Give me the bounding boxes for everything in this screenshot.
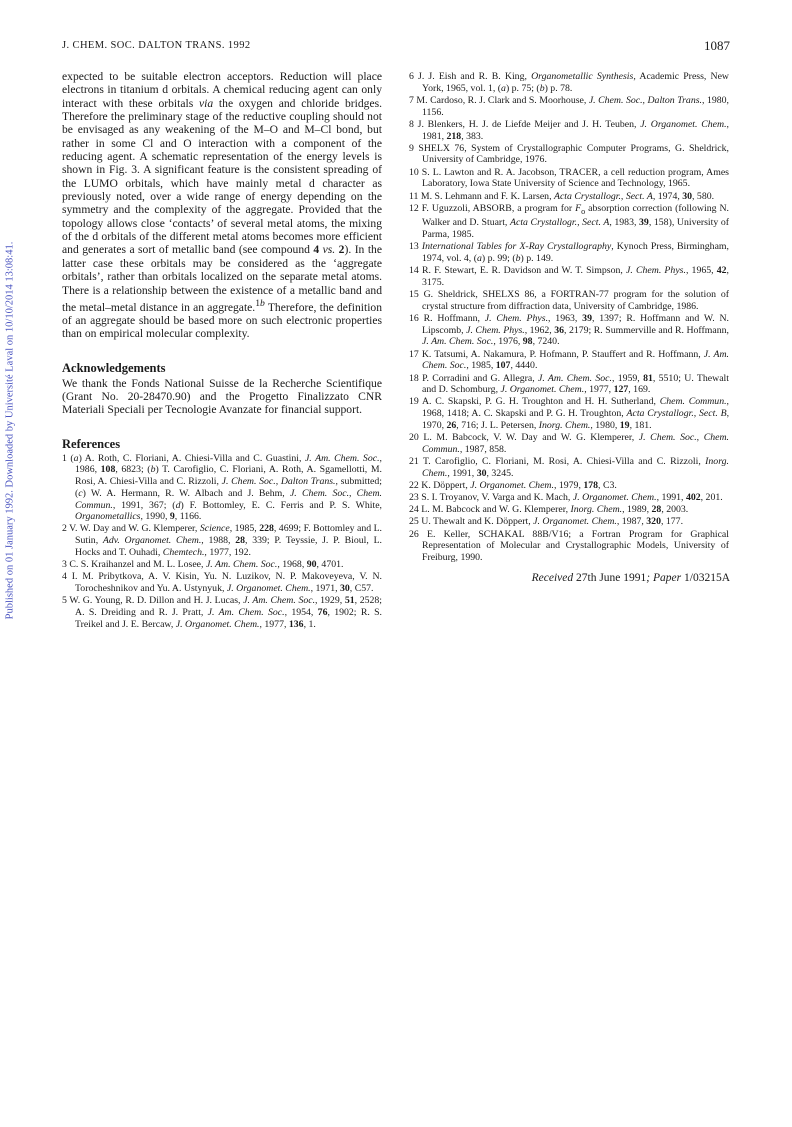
paper-label: Paper [653,572,682,584]
received-line: Received 27th June 1991; Paper 1/03215A [531,572,730,584]
right-column [409,70,729,564]
acknowledgements-text: We thank the Fonds National Suisse de la Recherche Scientifique (Grant No. 20-28470.90) and the Progetto Finalizzato CNR Materiali Speciali per Tecnologie Avanzate for financial support. [62,376,382,417]
reference-item: 6 J. J. Eish and R. B. King, Organometallic Synthesis, Academic Press, New York, 1965, vol. 1, (a) p. 75; (b) p. 78. [409,71,729,94]
reference-list-left [62,453,382,631]
reference-item: 17 K. Tatsumi, A. Nakamura, P. Hofmann, P. Stauffert and R. Hoffmann, J. Am. Chem. Soc., 1985, 107, 4440. [409,348,729,372]
reference-item: 10 S. L. Lawton and R. A. Jacobson, TRACER, a cell reduction program, Ames Laboratory, Iowa State University of Science and Technology, 1965. [409,166,729,190]
left-column [62,70,382,631]
reference-item: 5 W. G. Young, R. D. Dillon and H. J. Lucas, J. Am. Chem. Soc., 1929, 51, 2528; A. S. Dreiding and R. J. Pratt, J. Am. Chem. Soc., 1954, 76, 1902; R. S. Treikel and J. E. Bercaw, J. Organomet. Chem., 1977, 136, 1. [62,595,383,630]
reference-item: 21 T. Carofiglio, C. Floriani, M. Rosi, A. Chiesi-Villa and C. Rizzoli, Inorg. Chem., 1991, 30, 3245. [409,455,729,479]
reference-item: 20 L. M. Babcock, V. W. Day and W. G. Klemperer, J. Chem. Soc., Chem. Commun., 1987, 858. [409,432,729,455]
reference-item: 23 S. I. Troyanov, V. Varga and K. Mach, J. Organomet. Chem., 1991, 402, 201. [409,492,723,504]
reference-item: 24 L. M. Babcock and W. G. Klemperer, Inorg. Chem., 1989, 28, 2003. [409,504,689,516]
reference-item: 18 P. Corradini and G. Allegra, J. Am. Chem. Soc., 1959, 81, 5510; U. Thewalt and D. Schomburg, J. Organomet. Chem., 1977, 127, 169. [409,372,729,396]
reference-item: 7 M. Cardoso, R. J. Clark and S. Moorhouse, J. Chem. Soc., Dalton Trans., 1980, 1156. [409,94,729,118]
reference-item: 11 M. S. Lehmann and F. K. Larsen, Acta Crystallogr., Sect. A, 1974, 30, 580. [409,190,715,202]
reference-item: 16 R. Hoffmann, J. Chem. Phys., 1963, 39, 1397; R. Hoffmann and W. N. Lipscomb, J. Chem. Phys., 1962, 36, 2179; R. Summerville and R. Hoffmann, J. Am. Chem. Soc., 1976, 98, 7240. [409,313,730,348]
reference-item: 8 J. Blenkers, H. J. de Liefde Meijer and J. H. Teuben, J. Organomet. Chem., 1981, 218, 383. [409,118,729,142]
body-paragraph: expected to be suitable electron acceptors. Reduction will place electrons in titanium d orbitals. A chemical reducing agent can only interact with these orbitals via the oxygen and chloride bridges. Therefore the preliminary stage of the reductive coupling should not be envisaged as any weakening of the M–O and M–Cl bond, but rather in some Cl and O interaction with a component of the reducing agent. A schematic representation of the energy levels is shown in Fig. 3. A significant feature is the consistent spreading of the LUMO orbitals, which have mainly metal d character as previously noted, over a wide range of energy depending on the symmetry and the complexity of the aggregate. Provided that the topology allows close ‘contacts’ of several metal atoms, the mixing of the d orbitals of the different metal atoms becomes more efficient and generates a sort of metallic band (see compound 4 vs. 2). In the latter case these orbitals may be considered as the ‘aggregate orbitals’, rather than orbitals localized on the separate metal atoms. There is a relationship between the existence of a metallic band and the metal–metal distance in an aggregate.$^{1b}$ Therefore, the definition of an aggregate should be based more on such electronic properties than on empirical molecular complexity. [62,70,383,341]
reference-item: 14 R. F. Stewart, E. R. Davidson and W. T. Simpson, J. Chem. Phys., 1965, 42, 3175. [409,265,729,288]
journal-title: J. CHEM. SOC. DALTON TRANS. 1992 [62,40,251,51]
page-number: 1087 [704,38,730,53]
paper-id: 1/03215A [684,572,730,584]
reference-item: 4 I. M. Pribytkova, A. V. Kisin, Yu. N. Luzikov, N. P. Makoveyeva, V. N. Torocheshnikov and Yu. A. Ustynyuk, J. Organomet. Chem., 1971, 30, C57. [62,571,382,594]
acknowledgements-heading: Acknowledgements [62,360,166,375]
reference-item: 2 V. W. Day and W. G. Klemperer, Science, 1985, 228, 4699; F. Bottomley and L. Sutin, Adv. Organomet. Chem., 1988, 28, 339; P. Teyssie, J. P. Bioul, L. Hocks and T. Ouhadi, Chemtech., 1977, 192. [62,523,383,558]
reference-item: 26 E. Keller, SCHAKAL 88B/V16; a Fortran Program for Graphical Representation of Molecular and Crystallographic Models, University of Freiburg, 1990. [409,528,729,564]
references-heading: References [62,436,121,451]
running-header [62,40,730,58]
reference-item: 3 C. S. Kraihanzel and M. L. Losee, J. Am. Chem. Soc., 1968, 90, 4701. [62,559,344,571]
received-label: Received [531,572,574,584]
reference-item: 13 International Tables for X-Ray Crystallography, Kynoch Press, Birmingham, 1974, vol. 4, (a) p. 99; (b) p. 149. [409,241,729,264]
reference-item: 9 SHELX 76, System of Crystallographic Computer Programs, G. Sheldrick, University of Cambridge, 1976. [409,142,729,166]
reference-item: 25 U. Thewalt and K. Döppert, J. Organomet. Chem., 1987, 320, 177. [409,516,684,528]
received-date: 27th June 1991 [576,572,647,584]
reference-item: 22 K. Döppert, J. Organomet. Chem., 1979, 178, C3. [409,479,617,491]
reference-item: 1 (a) A. Roth, C. Floriani, A. Chiesi-Villa and C. Guastini, J. Am. Chem. Soc., 1986, 108, 6823; (b) T. Carofiglio, C. Floriani, A. Roth, A. Sgamellotti, M. Rosi, A. Chiesi-Villa and C. Rizzoli, J. Chem. Soc., Dalton Trans., submitted; (c) W. A. Hermann, R. W. Albach and J. Behm, J. Chem. Soc., Chem. Commun., 1991, 367; (d) F. Bottomley, E. C. Ferris and P. S. White, Organometallics, 1990, 9, 1166. [62,452,383,523]
reference-item: 15 G. Sheldrick, SHELXS 86, a FORTRAN-77 program for the solution of crystal structure from diffraction data, University of Cambridge, 1986. [409,289,729,312]
reference-item: 19 A. C. Skapski, P. G. H. Troughton and H. H. Sutherland, Chem. Commun., 1968, 1418; A. C. Skapski and P. G. H. Troughton, Acta Crystallogr., Sect. B, 1970, 26, 716; J. L. Petersen, Inorg. Chem., 1980, 19, 181. [409,396,730,431]
reference-item: 12 F. Uguzzoli, ABSORB, a program for $F_o$ absorption correction (following N. Walker and D. Stuart, Acta Crystallogr., Sect. A, 1983, 39, 158), University of Parma, 1985. [409,202,730,241]
reference-list-right [409,71,729,564]
download-watermark-text: Published on 01 January 1992. Downloaded by Université Laval on 10/10/2014 13:08:41. [4,241,16,619]
download-watermark [2,241,18,619]
